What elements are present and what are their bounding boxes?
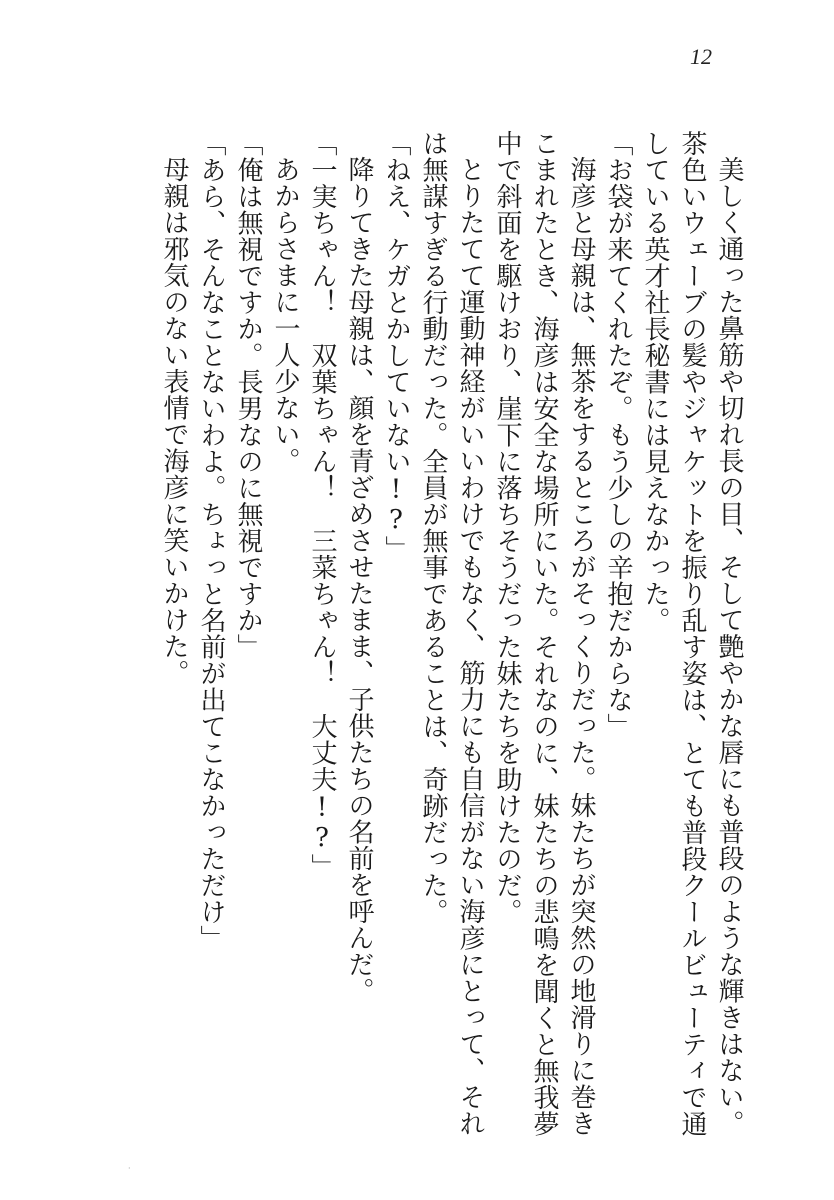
vertical-text-body xyxy=(80,130,746,1140)
text-line: 茶色いウェーブの髪やジャケットを振り乱す姿は、とても普段クールビューティで通 xyxy=(677,130,707,1137)
text-line: 中で斜面を駆けおり、崖下に落ちそうだった妹たちを助けたのだ。 xyxy=(492,130,522,925)
dialogue-line: 「お袋が来てくれたぞ。もう少しの辛抱だからな」 xyxy=(603,130,633,740)
text-line: 海彦と母親は、無茶をするところがそっくりだった。妹たちが突然の地滑りに巻き xyxy=(566,156,596,1137)
text-line: している英才社長秘書には見えなかった。 xyxy=(640,130,670,634)
text-line: こまれたとき、海彦は安全な場所にいた。それなのに、妹たちの悲鳴を聞くと無我夢 xyxy=(529,130,559,1137)
text-line: は無謀すぎる行動だった。全員が無事であることは、奇跡だった。 xyxy=(418,130,448,925)
scan-speck: · xyxy=(128,1164,131,1173)
dialogue-line: 「一実ちゃん！ 双葉ちゃん！ 三菜ちゃん！ 大丈夫!?」 xyxy=(307,130,337,880)
dialogue-line: 「あら、そんなことないわよ。ちょっと名前が出てこなかっただけ」 xyxy=(196,130,226,952)
dialogue-line: 「俺は無視ですか。長男なのに無視ですか」 xyxy=(233,130,263,660)
text-line: 母親は邪気のない表情で海彦に笑いかけた。 xyxy=(159,156,189,686)
page-number: 12 xyxy=(690,44,712,69)
text-line: 降りてきた母親は、顔を青ざめさせたまま、子供たちの名前を呼んだ。 xyxy=(344,156,374,1004)
text-line: あからさまに一人少ない。 xyxy=(270,156,300,474)
dialogue-line: 「ねえ、ケガとかしていない!?」 xyxy=(381,130,411,562)
text-line: とりたてて運動神経がいいわけでもなく、筋力にも自信がない海彦にとって、それ xyxy=(455,156,485,1137)
text-line: 美しく通った鼻筋や切れ長の目、そして艶やかな唇にも普段のような輝きはない。 xyxy=(714,156,744,1137)
